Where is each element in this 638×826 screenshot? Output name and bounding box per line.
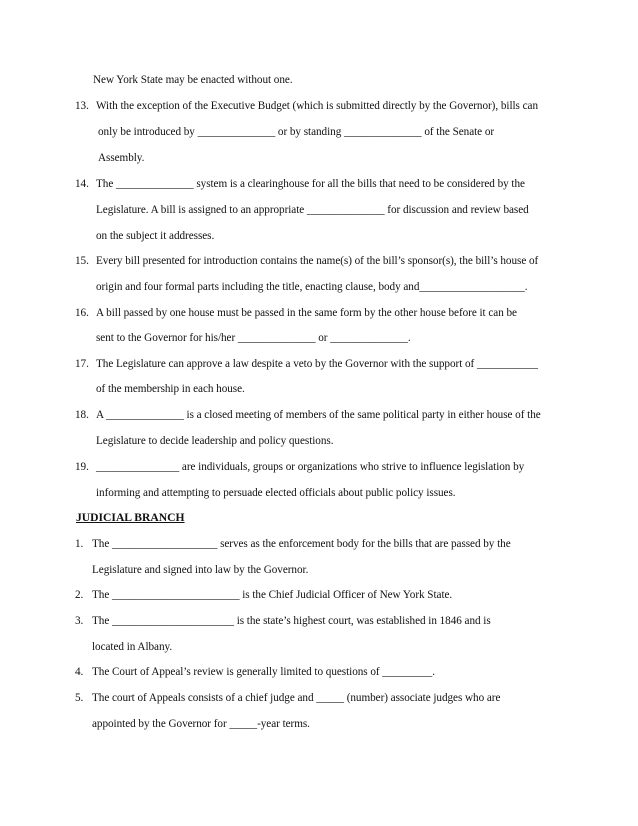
item-text-line: origin and four formal parts including the title, enacting clause, body and___________________. [96, 281, 528, 293]
item-text-line: sent to the Governor for his/her ______________ or ______________. [96, 332, 411, 344]
item-number: 14. [75, 178, 89, 190]
item-text-line: on the subject it addresses. [96, 230, 215, 242]
item-text-line: With the exception of the Executive Budget (which is submitted directly by the Governor), bills can [96, 100, 538, 112]
item-text-line: Legislature. A bill is assigned to an appropriate ______________ for discussion and review based [96, 204, 529, 216]
item-text-line: of the membership in each house. [96, 383, 245, 395]
item-text-line: The ___________________ serves as the enforcement body for the bills that are passed by the [92, 538, 511, 550]
item-text-line: The _______________________ is the Chief Judicial Officer of New York State. [92, 589, 453, 601]
item-text-line: The ______________________ is the state’s highest court, was established in 1846 and is [92, 615, 491, 627]
item-text-line: located in Albany. [92, 641, 173, 653]
item-number: 19. [75, 461, 89, 473]
item-text-line: only be introduced by ______________ or by standing ______________ of the Senate or [98, 126, 495, 138]
item-text-line: The Court of Appeal’s review is generally limited to questions of _________. [92, 666, 435, 678]
item-text-line: The Legislature can approve a law despite a veto by the Governor with the support of ___________ [96, 358, 538, 370]
item-text-line: Legislature to decide leadership and policy questions. [96, 435, 334, 447]
item-text-line: _______________ are individuals, groups or organizations who strive to influence legislation by [96, 461, 525, 473]
item-text-line: A bill passed by one house must be passed in the same form by the other house before it can be [96, 307, 517, 319]
item-number: 13. [75, 100, 89, 112]
item-text-line: A ______________ is a closed meeting of members of the same political party in either house of the [96, 409, 541, 421]
item-text-line: appointed by the Governor for _____-year terms. [92, 718, 310, 730]
item-number: 1. [75, 538, 84, 550]
item-number: 17. [75, 358, 89, 370]
item-text-line: Assembly. [98, 152, 145, 164]
item-number: 4. [75, 666, 84, 678]
intro-continuation: New York State may be enacted without one. [93, 74, 293, 86]
section-heading-judicial: JUDICIAL BRANCH [76, 511, 185, 524]
item-number: 3. [75, 615, 84, 627]
item-number: 18. [75, 409, 89, 421]
item-number: 5. [75, 692, 84, 704]
item-text-line: The ______________ system is a clearinghouse for all the bills that need to be considered by the [96, 178, 525, 190]
item-text-line: Every bill presented for introduction contains the name(s) of the bill’s sponsor(s), the bill’s house of [96, 255, 539, 267]
item-text-line: Legislature and signed into law by the Governor. [92, 564, 309, 576]
item-text-line: The court of Appeals consists of a chief judge and _____ (number) associate judges who are [92, 692, 501, 704]
item-text-line: informing and attempting to persuade elected officials about public policy issues. [96, 487, 456, 499]
item-number: 15. [75, 255, 89, 267]
item-number: 2. [75, 589, 84, 601]
item-number: 16. [75, 307, 89, 319]
